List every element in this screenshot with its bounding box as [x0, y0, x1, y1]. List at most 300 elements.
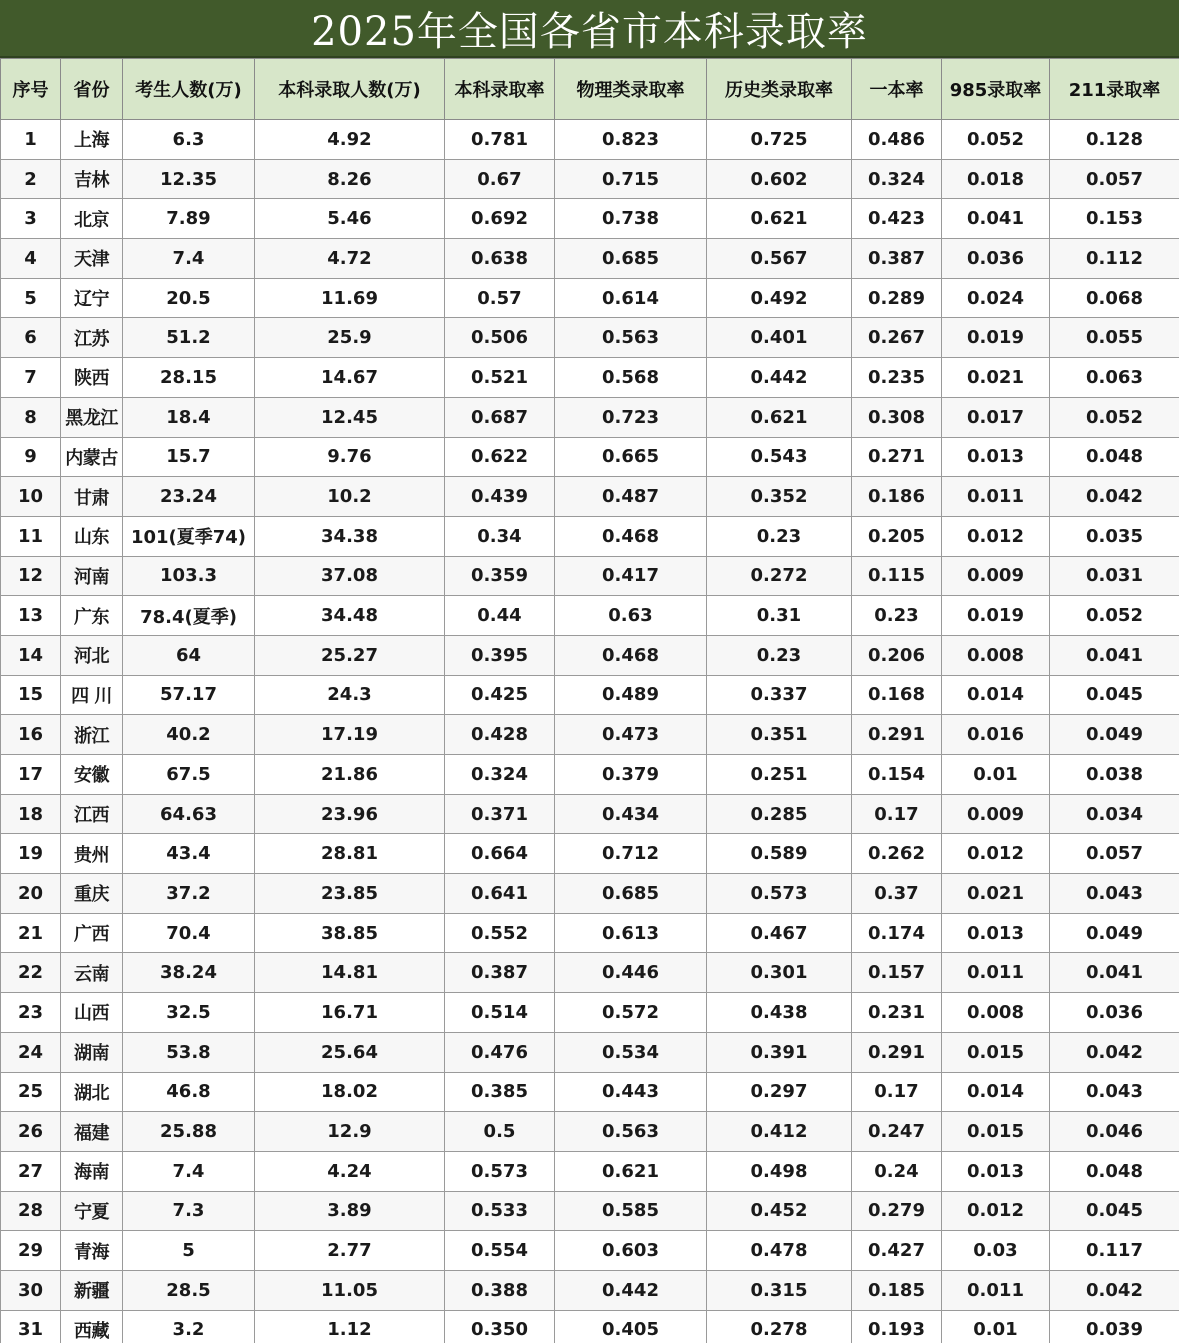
cell-985-rate: 0.011	[942, 1270, 1050, 1310]
cell-undergrad-rate: 0.385	[445, 1072, 555, 1112]
cell-candidates: 78.4(夏季)	[123, 596, 255, 636]
table-row	[1, 437, 1179, 477]
column-header-211-rate: 211录取率	[1050, 59, 1179, 120]
cell-candidates: 64.63	[123, 794, 255, 834]
cell-province: 四 川	[61, 675, 123, 715]
cell-985-rate: 0.015	[942, 1112, 1050, 1152]
cell-admitted: 2.77	[255, 1231, 445, 1271]
cell-index: 3	[1, 199, 61, 239]
cell-211-rate: 0.055	[1050, 318, 1179, 358]
cell-candidates: 32.5	[123, 993, 255, 1033]
cell-985-rate: 0.013	[942, 1151, 1050, 1191]
cell-history-rate: 0.23	[707, 516, 852, 556]
cell-undergrad-rate: 0.692	[445, 199, 555, 239]
cell-province: 辽宁	[61, 278, 123, 318]
cell-index: 29	[1, 1231, 61, 1271]
cell-physics-rate: 0.443	[555, 1072, 707, 1112]
cell-admitted: 4.72	[255, 239, 445, 279]
cell-985-rate: 0.019	[942, 318, 1050, 358]
cell-admitted: 17.19	[255, 715, 445, 755]
cell-index: 31	[1, 1310, 61, 1343]
cell-history-rate: 0.543	[707, 437, 852, 477]
cell-history-rate: 0.297	[707, 1072, 852, 1112]
cell-211-rate: 0.041	[1050, 635, 1179, 675]
cell-candidates: 64	[123, 635, 255, 675]
cell-physics-rate: 0.487	[555, 477, 707, 517]
cell-admitted: 37.08	[255, 556, 445, 596]
cell-candidates: 53.8	[123, 1032, 255, 1072]
column-header-history-rate: 历史类录取率	[707, 59, 852, 120]
cell-history-rate: 0.452	[707, 1191, 852, 1231]
cell-candidates: 7.89	[123, 199, 255, 239]
table-row	[1, 556, 1179, 596]
cell-index: 26	[1, 1112, 61, 1152]
cell-history-rate: 0.272	[707, 556, 852, 596]
cell-physics-rate: 0.685	[555, 874, 707, 914]
cell-985-rate: 0.011	[942, 953, 1050, 993]
cell-physics-rate: 0.572	[555, 993, 707, 1033]
cell-undergrad-rate: 0.387	[445, 953, 555, 993]
cell-tier1-rate: 0.271	[852, 437, 942, 477]
cell-history-rate: 0.602	[707, 159, 852, 199]
cell-index: 11	[1, 516, 61, 556]
cell-index: 22	[1, 953, 61, 993]
cell-admitted: 11.69	[255, 278, 445, 318]
cell-physics-rate: 0.379	[555, 755, 707, 795]
table-row	[1, 953, 1179, 993]
cell-211-rate: 0.048	[1050, 1151, 1179, 1191]
cell-tier1-rate: 0.23	[852, 596, 942, 636]
cell-211-rate: 0.063	[1050, 358, 1179, 398]
cell-history-rate: 0.401	[707, 318, 852, 358]
cell-province: 江西	[61, 794, 123, 834]
cell-211-rate: 0.031	[1050, 556, 1179, 596]
cell-undergrad-rate: 0.552	[445, 913, 555, 953]
cell-physics-rate: 0.613	[555, 913, 707, 953]
cell-candidates: 7.4	[123, 239, 255, 279]
table-header	[1, 59, 1179, 120]
table-row	[1, 1231, 1179, 1271]
cell-candidates: 7.4	[123, 1151, 255, 1191]
cell-candidates: 7.3	[123, 1191, 255, 1231]
cell-physics-rate: 0.534	[555, 1032, 707, 1072]
cell-physics-rate: 0.446	[555, 953, 707, 993]
cell-physics-rate: 0.568	[555, 358, 707, 398]
cell-physics-rate: 0.621	[555, 1151, 707, 1191]
cell-undergrad-rate: 0.44	[445, 596, 555, 636]
cell-candidates: 40.2	[123, 715, 255, 755]
cell-candidates: 3.2	[123, 1310, 255, 1343]
table-row	[1, 635, 1179, 675]
cell-candidates: 46.8	[123, 1072, 255, 1112]
column-header-province: 省份	[61, 59, 123, 120]
cell-province: 北京	[61, 199, 123, 239]
cell-province: 天津	[61, 239, 123, 279]
cell-211-rate: 0.042	[1050, 477, 1179, 517]
cell-physics-rate: 0.468	[555, 516, 707, 556]
table-row	[1, 1072, 1179, 1112]
cell-province: 河南	[61, 556, 123, 596]
cell-history-rate: 0.391	[707, 1032, 852, 1072]
cell-province: 上海	[61, 120, 123, 160]
cell-tier1-rate: 0.17	[852, 794, 942, 834]
cell-211-rate: 0.043	[1050, 1072, 1179, 1112]
cell-985-rate: 0.008	[942, 993, 1050, 1033]
cell-physics-rate: 0.442	[555, 1270, 707, 1310]
cell-admitted: 8.26	[255, 159, 445, 199]
cell-undergrad-rate: 0.781	[445, 120, 555, 160]
cell-physics-rate: 0.473	[555, 715, 707, 755]
cell-985-rate: 0.012	[942, 1191, 1050, 1231]
cell-candidates: 43.4	[123, 834, 255, 874]
cell-admitted: 24.3	[255, 675, 445, 715]
cell-index: 14	[1, 635, 61, 675]
cell-undergrad-rate: 0.533	[445, 1191, 555, 1231]
cell-admitted: 4.92	[255, 120, 445, 160]
cell-candidates: 25.88	[123, 1112, 255, 1152]
table-row	[1, 675, 1179, 715]
cell-index: 20	[1, 874, 61, 914]
cell-history-rate: 0.315	[707, 1270, 852, 1310]
cell-undergrad-rate: 0.641	[445, 874, 555, 914]
cell-admitted: 25.27	[255, 635, 445, 675]
cell-211-rate: 0.057	[1050, 159, 1179, 199]
cell-history-rate: 0.337	[707, 675, 852, 715]
cell-province: 云南	[61, 953, 123, 993]
admission-table	[0, 58, 1179, 1343]
cell-candidates: 70.4	[123, 913, 255, 953]
cell-candidates: 18.4	[123, 397, 255, 437]
cell-undergrad-rate: 0.425	[445, 675, 555, 715]
table-row	[1, 834, 1179, 874]
cell-undergrad-rate: 0.57	[445, 278, 555, 318]
cell-physics-rate: 0.563	[555, 1112, 707, 1152]
cell-province: 河北	[61, 635, 123, 675]
table-row	[1, 397, 1179, 437]
cell-candidates: 28.15	[123, 358, 255, 398]
cell-candidates: 28.5	[123, 1270, 255, 1310]
cell-history-rate: 0.251	[707, 755, 852, 795]
cell-tier1-rate: 0.168	[852, 675, 942, 715]
cell-undergrad-rate: 0.664	[445, 834, 555, 874]
cell-province: 宁夏	[61, 1191, 123, 1231]
cell-tier1-rate: 0.193	[852, 1310, 942, 1343]
cell-985-rate: 0.011	[942, 477, 1050, 517]
cell-physics-rate: 0.603	[555, 1231, 707, 1271]
cell-physics-rate: 0.715	[555, 159, 707, 199]
cell-985-rate: 0.009	[942, 556, 1050, 596]
cell-211-rate: 0.038	[1050, 755, 1179, 795]
cell-985-rate: 0.01	[942, 1310, 1050, 1343]
cell-tier1-rate: 0.308	[852, 397, 942, 437]
cell-985-rate: 0.01	[942, 755, 1050, 795]
cell-admitted: 25.9	[255, 318, 445, 358]
cell-undergrad-rate: 0.439	[445, 477, 555, 517]
cell-province: 贵州	[61, 834, 123, 874]
cell-index: 19	[1, 834, 61, 874]
cell-tier1-rate: 0.235	[852, 358, 942, 398]
cell-candidates: 101(夏季74)	[123, 516, 255, 556]
cell-physics-rate: 0.685	[555, 239, 707, 279]
cell-tier1-rate: 0.427	[852, 1231, 942, 1271]
cell-index: 5	[1, 278, 61, 318]
column-header-undergrad-rate: 本科录取率	[445, 59, 555, 120]
table-row	[1, 1151, 1179, 1191]
cell-admitted: 16.71	[255, 993, 445, 1033]
cell-admitted: 38.85	[255, 913, 445, 953]
cell-undergrad-rate: 0.34	[445, 516, 555, 556]
cell-211-rate: 0.117	[1050, 1231, 1179, 1271]
cell-undergrad-rate: 0.395	[445, 635, 555, 675]
cell-985-rate: 0.013	[942, 913, 1050, 953]
cell-physics-rate: 0.63	[555, 596, 707, 636]
cell-admitted: 9.76	[255, 437, 445, 477]
cell-985-rate: 0.017	[942, 397, 1050, 437]
cell-tier1-rate: 0.247	[852, 1112, 942, 1152]
cell-985-rate: 0.014	[942, 1072, 1050, 1112]
table-row	[1, 755, 1179, 795]
cell-province: 青海	[61, 1231, 123, 1271]
cell-tier1-rate: 0.423	[852, 199, 942, 239]
cell-history-rate: 0.301	[707, 953, 852, 993]
cell-985-rate: 0.014	[942, 675, 1050, 715]
table-row	[1, 120, 1179, 160]
table-row	[1, 199, 1179, 239]
cell-physics-rate: 0.823	[555, 120, 707, 160]
cell-undergrad-rate: 0.514	[445, 993, 555, 1033]
cell-985-rate: 0.041	[942, 199, 1050, 239]
cell-985-rate: 0.015	[942, 1032, 1050, 1072]
cell-985-rate: 0.012	[942, 834, 1050, 874]
cell-province: 福建	[61, 1112, 123, 1152]
cell-tier1-rate: 0.486	[852, 120, 942, 160]
cell-physics-rate: 0.712	[555, 834, 707, 874]
header-row	[1, 59, 1179, 120]
cell-985-rate: 0.03	[942, 1231, 1050, 1271]
cell-province: 海南	[61, 1151, 123, 1191]
cell-tier1-rate: 0.174	[852, 913, 942, 953]
cell-province: 重庆	[61, 874, 123, 914]
cell-history-rate: 0.498	[707, 1151, 852, 1191]
cell-undergrad-rate: 0.350	[445, 1310, 555, 1343]
cell-211-rate: 0.128	[1050, 120, 1179, 160]
column-header-tier1-rate: 一本率	[852, 59, 942, 120]
cell-985-rate: 0.008	[942, 635, 1050, 675]
cell-tier1-rate: 0.206	[852, 635, 942, 675]
cell-candidates: 37.2	[123, 874, 255, 914]
cell-physics-rate: 0.723	[555, 397, 707, 437]
cell-211-rate: 0.036	[1050, 993, 1179, 1033]
cell-physics-rate: 0.563	[555, 318, 707, 358]
cell-admitted: 14.67	[255, 358, 445, 398]
cell-index: 17	[1, 755, 61, 795]
cell-physics-rate: 0.614	[555, 278, 707, 318]
cell-physics-rate: 0.417	[555, 556, 707, 596]
cell-985-rate: 0.021	[942, 358, 1050, 398]
table-row	[1, 596, 1179, 636]
cell-province: 山东	[61, 516, 123, 556]
cell-211-rate: 0.049	[1050, 715, 1179, 755]
cell-history-rate: 0.725	[707, 120, 852, 160]
table-row	[1, 794, 1179, 834]
cell-211-rate: 0.041	[1050, 953, 1179, 993]
cell-undergrad-rate: 0.638	[445, 239, 555, 279]
cell-tier1-rate: 0.291	[852, 1032, 942, 1072]
cell-tier1-rate: 0.24	[852, 1151, 942, 1191]
cell-admitted: 1.12	[255, 1310, 445, 1343]
cell-undergrad-rate: 0.428	[445, 715, 555, 755]
cell-index: 8	[1, 397, 61, 437]
cell-history-rate: 0.412	[707, 1112, 852, 1152]
cell-province: 广东	[61, 596, 123, 636]
cell-history-rate: 0.351	[707, 715, 852, 755]
table-row	[1, 715, 1179, 755]
cell-211-rate: 0.045	[1050, 675, 1179, 715]
cell-index: 6	[1, 318, 61, 358]
cell-index: 4	[1, 239, 61, 279]
cell-candidates: 23.24	[123, 477, 255, 517]
cell-211-rate: 0.049	[1050, 913, 1179, 953]
cell-tier1-rate: 0.279	[852, 1191, 942, 1231]
cell-index: 7	[1, 358, 61, 398]
cell-tier1-rate: 0.185	[852, 1270, 942, 1310]
table-row	[1, 239, 1179, 279]
cell-211-rate: 0.046	[1050, 1112, 1179, 1152]
cell-history-rate: 0.573	[707, 874, 852, 914]
cell-211-rate: 0.042	[1050, 1032, 1179, 1072]
cell-985-rate: 0.009	[942, 794, 1050, 834]
cell-candidates: 67.5	[123, 755, 255, 795]
table-row	[1, 1270, 1179, 1310]
column-header-index: 序号	[1, 59, 61, 120]
cell-undergrad-rate: 0.521	[445, 358, 555, 398]
cell-undergrad-rate: 0.573	[445, 1151, 555, 1191]
cell-history-rate: 0.467	[707, 913, 852, 953]
cell-985-rate: 0.036	[942, 239, 1050, 279]
cell-undergrad-rate: 0.687	[445, 397, 555, 437]
cell-history-rate: 0.567	[707, 239, 852, 279]
cell-province: 湖南	[61, 1032, 123, 1072]
table-row	[1, 1310, 1179, 1343]
cell-index: 18	[1, 794, 61, 834]
cell-tier1-rate: 0.37	[852, 874, 942, 914]
cell-985-rate: 0.018	[942, 159, 1050, 199]
cell-candidates: 57.17	[123, 675, 255, 715]
cell-province: 黑龙江	[61, 397, 123, 437]
table-row	[1, 278, 1179, 318]
cell-candidates: 51.2	[123, 318, 255, 358]
table-body	[1, 120, 1179, 1343]
cell-tier1-rate: 0.186	[852, 477, 942, 517]
cell-index: 12	[1, 556, 61, 596]
cell-history-rate: 0.278	[707, 1310, 852, 1343]
cell-211-rate: 0.153	[1050, 199, 1179, 239]
cell-province: 吉林	[61, 159, 123, 199]
cell-undergrad-rate: 0.506	[445, 318, 555, 358]
cell-history-rate: 0.478	[707, 1231, 852, 1271]
cell-history-rate: 0.438	[707, 993, 852, 1033]
cell-physics-rate: 0.738	[555, 199, 707, 239]
cell-211-rate: 0.068	[1050, 278, 1179, 318]
cell-admitted: 14.81	[255, 953, 445, 993]
column-header-candidates: 考生人数(万)	[123, 59, 255, 120]
table-row	[1, 1191, 1179, 1231]
cell-admitted: 10.2	[255, 477, 445, 517]
cell-candidates: 103.3	[123, 556, 255, 596]
cell-index: 21	[1, 913, 61, 953]
cell-985-rate: 0.013	[942, 437, 1050, 477]
cell-undergrad-rate: 0.324	[445, 755, 555, 795]
cell-history-rate: 0.23	[707, 635, 852, 675]
cell-candidates: 20.5	[123, 278, 255, 318]
cell-admitted: 28.81	[255, 834, 445, 874]
column-header-physics-rate: 物理类录取率	[555, 59, 707, 120]
cell-tier1-rate: 0.262	[852, 834, 942, 874]
table-row	[1, 993, 1179, 1033]
table-row	[1, 318, 1179, 358]
table-row	[1, 477, 1179, 517]
cell-province: 甘肃	[61, 477, 123, 517]
table-row	[1, 874, 1179, 914]
cell-physics-rate: 0.434	[555, 794, 707, 834]
cell-undergrad-rate: 0.622	[445, 437, 555, 477]
cell-admitted: 23.96	[255, 794, 445, 834]
cell-tier1-rate: 0.289	[852, 278, 942, 318]
cell-index: 9	[1, 437, 61, 477]
cell-admitted: 25.64	[255, 1032, 445, 1072]
cell-province: 湖北	[61, 1072, 123, 1112]
table-row	[1, 516, 1179, 556]
cell-211-rate: 0.112	[1050, 239, 1179, 279]
cell-history-rate: 0.589	[707, 834, 852, 874]
cell-province: 新疆	[61, 1270, 123, 1310]
cell-history-rate: 0.285	[707, 794, 852, 834]
cell-index: 27	[1, 1151, 61, 1191]
table-row	[1, 1112, 1179, 1152]
cell-province: 山西	[61, 993, 123, 1033]
cell-index: 10	[1, 477, 61, 517]
cell-index: 25	[1, 1072, 61, 1112]
cell-physics-rate: 0.405	[555, 1310, 707, 1343]
cell-undergrad-rate: 0.554	[445, 1231, 555, 1271]
cell-985-rate: 0.024	[942, 278, 1050, 318]
cell-province: 陕西	[61, 358, 123, 398]
cell-candidates: 5	[123, 1231, 255, 1271]
cell-admitted: 34.48	[255, 596, 445, 636]
cell-985-rate: 0.052	[942, 120, 1050, 160]
cell-candidates: 38.24	[123, 953, 255, 993]
cell-index: 1	[1, 120, 61, 160]
cell-province: 内蒙古	[61, 437, 123, 477]
cell-index: 24	[1, 1032, 61, 1072]
table-row	[1, 1032, 1179, 1072]
cell-candidates: 15.7	[123, 437, 255, 477]
cell-tier1-rate: 0.157	[852, 953, 942, 993]
cell-211-rate: 0.034	[1050, 794, 1179, 834]
cell-211-rate: 0.057	[1050, 834, 1179, 874]
cell-province: 西藏	[61, 1310, 123, 1343]
cell-undergrad-rate: 0.476	[445, 1032, 555, 1072]
sheet-title: 2025年全国各省市本科录取率	[0, 0, 1179, 58]
cell-index: 28	[1, 1191, 61, 1231]
cell-admitted: 23.85	[255, 874, 445, 914]
cell-index: 30	[1, 1270, 61, 1310]
cell-tier1-rate: 0.231	[852, 993, 942, 1033]
column-header-985-rate: 985录取率	[942, 59, 1050, 120]
cell-history-rate: 0.621	[707, 199, 852, 239]
cell-history-rate: 0.442	[707, 358, 852, 398]
cell-province: 江苏	[61, 318, 123, 358]
